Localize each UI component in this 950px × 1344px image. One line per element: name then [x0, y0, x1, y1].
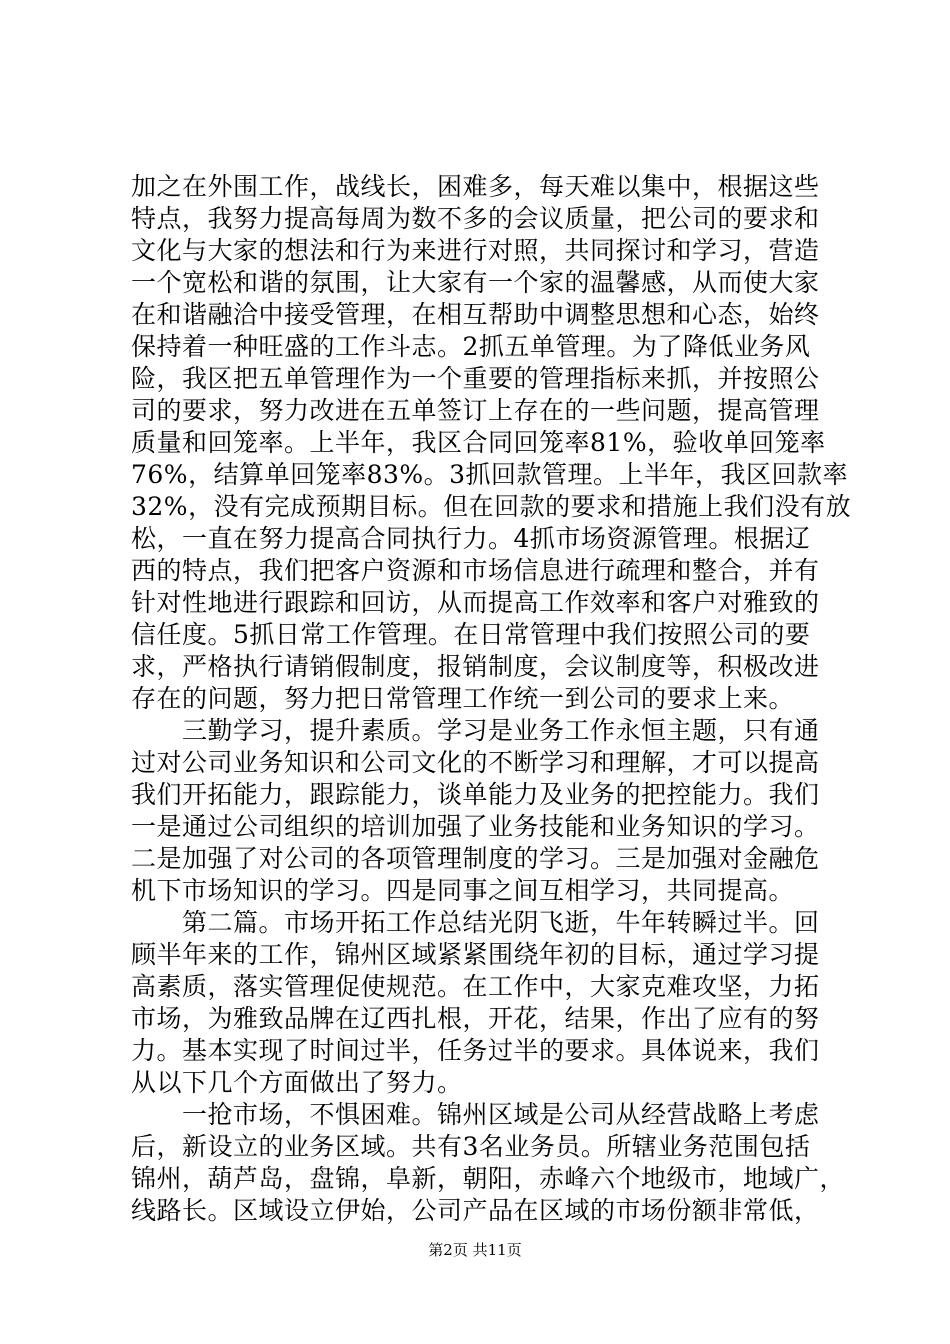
text-line: 高素质，落实管理促使规范。在工作中，大家克难攻坚，力拓 — [131, 972, 820, 1001]
text-line: 力。基本实现了时间过半，任务过半的要求。具体说来，我们 — [131, 1036, 820, 1065]
text-line: 二是加强了对公司的各项管理制度的学习。三是加强对金融危 — [131, 844, 820, 873]
text-line: 从以下几个方面做出了努力。 — [131, 1068, 463, 1097]
text-line: 过对公司业务知识和公司文化的不断学习和理解，才可以提高 — [131, 748, 820, 777]
text-line: 第二篇。市场开拓工作总结光阴飞逝，牛年转瞬过半。回 — [131, 908, 820, 937]
text-line: 32%，没有完成预期目标。但在回款的要求和措施上我们没有放 — [131, 492, 852, 521]
text-line: 司的要求，努力改进在五单签订上存在的一些问题，提高管理 — [131, 396, 820, 425]
text-line: 保持着一种旺盛的工作斗志。2抓五单管理。为了降低业务风 — [131, 332, 811, 361]
text-line: 求，严格执行请销假制度，报销制度，会议制度等，积极改进 — [131, 652, 820, 681]
text-line: 存在的问题，努力把日常管理工作统一到公司的要求上来。 — [131, 684, 795, 713]
text-line: 特点，我努力提高每周为数不多的会议质量，把公司的要求和 — [131, 204, 820, 233]
text-line: 在和谐融洽中接受管理，在相互帮助中调整思想和心态，始终 — [131, 300, 820, 329]
text-line: 76%，结算单回笼率83%。3抓回款管理。上半年，我区回款率 — [131, 460, 849, 489]
text-line: 一个宽松和谐的氛围，让大家有一个家的温馨感，从而使大家 — [131, 268, 820, 297]
text-line: 针对性地进行跟踪和回访，从而提高工作效率和客户对雅致的 — [131, 588, 820, 617]
text-line: 松，一直在努力提高合同执行力。4抓市场资源管理。根据辽 — [131, 524, 811, 553]
text-line: 后，新设立的业务区域。共有3名业务员。所辖业务范围包括 — [131, 1132, 811, 1161]
text-line: 顾半年来的工作，锦州区域紧紧围绕年初的目标，通过学习提 — [131, 940, 820, 969]
text-line: 一抢市场，不惧困难。锦州区域是公司从经营战略上考虑 — [131, 1100, 820, 1129]
text-line: 加之在外围工作，战线长，困难多，每天难以集中，根据这些 — [131, 172, 820, 201]
text-line: 文化与大家的想法和行为来进行对照，共同探讨和学习，营造 — [131, 236, 820, 265]
text-line: 质量和回笼率。上半年，我区合同回笼率81%，验收单回笼率 — [131, 428, 826, 457]
text-line: 锦州，葫芦岛，盘锦，阜新，朝阳，赤峰六个地级市，地域广， — [131, 1164, 846, 1193]
text-line: 机下市场知识的学习。四是同事之间互相学习，共同提高。 — [131, 876, 795, 905]
text-line: 市场，为雅致品牌在辽西扎根，开花，结果，作出了应有的努 — [131, 1004, 820, 1033]
text-line: 线路长。区域设立伊始，公司产品在区域的市场份额非常低， — [131, 1196, 820, 1225]
text-line: 一是通过公司组织的培训加强了业务技能和业务知识的学习。 — [131, 812, 820, 841]
text-line: 险，我区把五单管理作为一个重要的管理指标来抓，并按照公 — [131, 364, 820, 393]
text-line: 西的特点，我们把客户资源和市场信息进行疏理和整合，并有 — [131, 556, 820, 585]
text-line: 三勤学习，提升素质。学习是业务工作永恒主题，只有通 — [131, 716, 820, 745]
page-number-footer: 第2页 共11页 — [428, 1241, 522, 1259]
text-line: 信任度。5抓日常工作管理。在日常管理中我们按照公司的要 — [131, 620, 811, 649]
text-line: 我们开拓能力，跟踪能力，谈单能力及业务的把控能力。我们 — [131, 780, 820, 809]
